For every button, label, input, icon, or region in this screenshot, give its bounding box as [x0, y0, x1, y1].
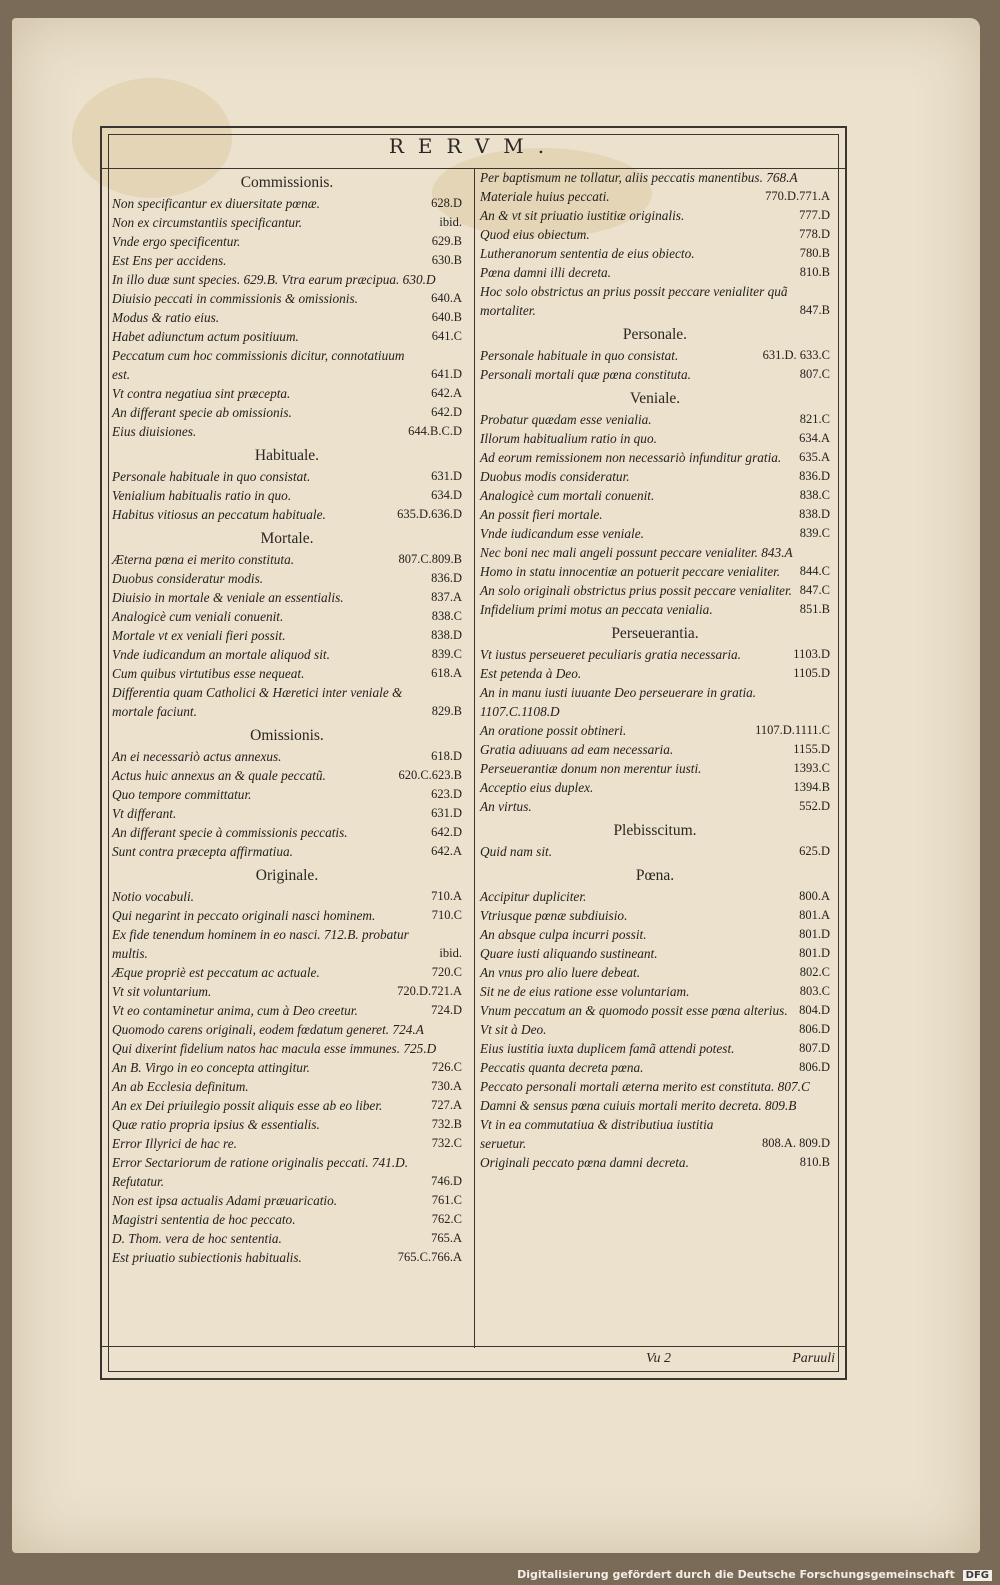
entry-text: Eius iustitia iuxta duplicem famã attendi potest.	[480, 1041, 735, 1056]
index-entry	[112, 1153, 462, 1191]
entry-text: Vtriusque pœnæ subdiuisio.	[480, 908, 628, 923]
signature-mark: Vu 2	[646, 1351, 672, 1366]
index-entry	[112, 664, 462, 683]
entry-text: An differant specie ab omissionis.	[112, 405, 292, 420]
entry-text: An ab Ecclesia definitum.	[112, 1079, 249, 1094]
index-entry	[112, 505, 462, 524]
index-entry	[480, 944, 830, 963]
entry-text: Est Ens per accidens.	[112, 253, 227, 268]
entry-reference: 839.C	[431, 647, 462, 661]
entry-reference: 720.C	[431, 965, 462, 979]
entry-reference: 630.B	[431, 253, 462, 267]
index-entry	[480, 1115, 830, 1153]
index-entry	[480, 581, 830, 600]
entry-text: Homo in statu innocentiæ an potuerit peccare venialiter.	[480, 564, 781, 579]
section-heading: Personale.	[622, 326, 688, 343]
index-entry	[112, 213, 462, 232]
entry-text: Quæ ratio propria ipsius & essentialis.	[112, 1117, 320, 1132]
index-entry	[480, 797, 830, 816]
entry-reference: 732.C	[431, 1136, 462, 1150]
entry-text: Vt in ea commutatiua & distributiua iustitia seruetur.	[480, 1117, 714, 1151]
entry-reference: 644.B.C.D	[408, 424, 462, 438]
entry-reference: 837.A	[431, 590, 462, 604]
entry-reference: 642.D	[431, 825, 462, 839]
entry-text: An ex Dei priuilegio possit aliquis esse ab eo liber.	[112, 1098, 383, 1113]
entry-reference: 618.D	[431, 749, 462, 763]
entry-reference: 634.A	[799, 431, 830, 445]
index-entry	[480, 887, 830, 906]
entry-text: Venialium habitualis ratio in quo.	[112, 488, 292, 503]
entry-text: Nec boni nec mali angeli possunt peccare venialiter. 843.A	[480, 545, 793, 560]
entry-reference: 807.C	[799, 367, 830, 381]
entry-text: Non specificantur ex diuersitate pœnæ.	[112, 196, 320, 211]
entry-text: D. Thom. vera de hoc sententia.	[112, 1231, 282, 1246]
index-entry	[480, 645, 830, 664]
entry-reference: 847.C	[799, 583, 830, 597]
index-entry	[112, 1229, 462, 1248]
entry-text: Quid nam sit.	[480, 844, 553, 859]
entry-reference: 642.A	[431, 844, 462, 858]
entry-text: Modus & ratio eius.	[112, 310, 220, 325]
section-heading: Originale.	[255, 867, 319, 884]
section-heading: Veniale.	[629, 390, 681, 407]
entry-text: Acceptio eius duplex.	[480, 780, 594, 795]
index-entry	[112, 467, 462, 486]
index-entry	[480, 1153, 830, 1172]
entry-text: Pœna damni illi decreta.	[480, 265, 611, 280]
entry-text: An differant specie à commissionis peccatis.	[112, 825, 348, 840]
index-entry	[480, 346, 830, 365]
entry-text: Ad eorum remissionem non necessariò infunditur gratia.	[480, 450, 782, 465]
entry-reference: 821.C	[799, 412, 830, 426]
entry-text: Vt differant.	[112, 806, 177, 821]
entry-text: Illorum habitualium ratio in quo.	[480, 431, 657, 446]
entry-text: Quare iusti aliquando sustineant.	[480, 946, 658, 961]
entry-text: Personali mortali quæ pœna constituta.	[480, 367, 691, 382]
entry-text: Infidelium primi motus an peccata venialia.	[480, 602, 713, 617]
index-entry	[480, 263, 830, 282]
entry-reference: 838.C	[431, 609, 462, 623]
index-entry	[480, 282, 830, 320]
entry-text: Quod eius obiectum.	[480, 227, 590, 242]
entry-text: An possit fieri mortale.	[480, 507, 603, 522]
entry-text: Personale habituale in quo consistat.	[112, 469, 311, 484]
index-entry	[112, 925, 462, 963]
index-entry	[112, 308, 462, 327]
entry-reference: 761.C	[431, 1193, 462, 1207]
entry-reference: 631.D. 633.C	[762, 348, 830, 362]
entry-text: Hoc solo obstrictus an prius possit peccare venialiter quã mortaliter.	[480, 284, 788, 318]
index-entry	[112, 1210, 462, 1229]
entry-text: Peccatum cum hoc commissionis dicitur, connotatiuum est.	[112, 348, 405, 382]
entry-reference: 808.A. 809.D	[761, 1136, 830, 1150]
entry-reference: 777.D	[799, 208, 830, 222]
entry-reference: 851.B	[799, 602, 830, 616]
entry-reference: 1155.D	[793, 742, 830, 756]
index-entry	[112, 766, 462, 785]
index-entry	[112, 804, 462, 823]
index-entry	[480, 365, 830, 384]
index-entry	[112, 422, 462, 441]
column-divider	[474, 168, 475, 1348]
page-footer	[102, 1346, 845, 1371]
index-entry	[480, 963, 830, 982]
index-entry	[480, 168, 830, 187]
entry-reference: 810.B	[799, 1155, 830, 1169]
entry-text: Analogicè cum mortali conuenit.	[480, 488, 655, 503]
entry-reference: 829.B	[431, 704, 462, 718]
entry-text: An & vt sit priuatio iustitiæ originalis.	[480, 208, 685, 223]
entry-reference: 625.D	[799, 844, 830, 858]
entry-text: Vt sit à Deo.	[480, 1022, 547, 1037]
index-entry	[480, 982, 830, 1001]
entry-text: Est priuatio subiectionis habitualis.	[112, 1250, 302, 1265]
entry-text: Vnde ergo specificentur.	[112, 234, 241, 249]
index-entry	[112, 626, 462, 645]
index-entry	[112, 194, 462, 213]
entry-text: Personale habituale in quo consistat.	[480, 348, 679, 363]
entry-reference: 801.D	[799, 927, 830, 941]
index-entry	[480, 1020, 830, 1039]
entry-reference: 807.D	[799, 1041, 830, 1055]
entry-reference: 762.C	[431, 1212, 462, 1226]
entry-text: Error Sectariorum de ratione originalis peccati. 741.D. Refutatur.	[112, 1155, 409, 1189]
index-entry	[112, 887, 462, 906]
entry-text: Duobus consideratur modis.	[112, 571, 264, 586]
index-entry	[112, 486, 462, 505]
section-heading: Pœna.	[635, 867, 675, 884]
entry-text: An B. Virgo in eo concepta attingitur.	[112, 1060, 310, 1075]
entry-text: Accipitur dupliciter.	[480, 889, 587, 904]
index-entry	[112, 346, 462, 384]
entry-reference: 838.C	[799, 488, 830, 502]
entry-reference: 770.D.771.A	[765, 189, 830, 203]
entry-reference: 778.D	[799, 227, 830, 241]
index-entry	[112, 1020, 462, 1039]
entry-reference: 640.B	[431, 310, 462, 324]
index-entry	[480, 244, 830, 263]
entry-text: Æterna pœna ei merito constituta.	[112, 552, 295, 567]
index-entry	[112, 982, 462, 1001]
index-entry	[480, 664, 830, 683]
text-frame	[100, 126, 847, 1380]
entry-reference: 847.B	[799, 303, 830, 317]
entry-text: Damni & sensus pœna cuiuis mortali merito decreta. 809.B	[480, 1098, 797, 1113]
entry-reference: 620.C.623.B	[398, 768, 462, 782]
entry-reference: 1394.B	[793, 780, 830, 794]
entry-text: Quomodo carens originali, eodem fœdatum generet. 724.A	[112, 1022, 424, 1037]
entry-reference: 806.D	[799, 1060, 830, 1074]
index-entry	[112, 823, 462, 842]
entry-reference: 746.D	[431, 1174, 462, 1188]
entry-text: Materiale huius peccati.	[480, 189, 610, 204]
index-entry	[480, 1077, 830, 1096]
entry-text: Probatur quædam esse venialia.	[480, 412, 652, 427]
entry-reference: 631.D	[431, 806, 462, 820]
index-entry	[480, 1096, 830, 1115]
index-entry	[480, 410, 830, 429]
entry-reference: 1107.D.1111.C	[755, 723, 830, 737]
entry-reference: 780.B	[799, 246, 830, 260]
entry-text: Originali peccato pœna damni decreta.	[480, 1155, 689, 1170]
entry-reference: 810.B	[799, 265, 830, 279]
entry-text: Sunt contra præcepta affirmatiua.	[112, 844, 293, 859]
index-entry	[112, 403, 462, 422]
index-entry	[480, 429, 830, 448]
entry-text: Vt iustus perseueret peculiaris gratia necessaria.	[480, 647, 741, 662]
entry-reference: 801.D	[799, 946, 830, 960]
entry-text: Non est ipsa actualis Adami præuaricatio.	[112, 1193, 338, 1208]
entry-reference: 730.A	[431, 1079, 462, 1093]
entry-text: Quo tempore committatur.	[112, 787, 252, 802]
entry-reference: 710.C	[431, 908, 462, 922]
entry-reference: 641.C	[431, 329, 462, 343]
index-entry	[480, 721, 830, 740]
index-entry	[480, 486, 830, 505]
index-entry	[112, 1191, 462, 1210]
entry-text: Diuisio peccati in commissionis & omissionis.	[112, 291, 358, 306]
entry-reference: 640.A	[431, 291, 462, 305]
entry-reference: 765.C.766.A	[397, 1250, 462, 1264]
entry-reference: 552.D	[799, 799, 830, 813]
right-column	[480, 168, 830, 1328]
index-entry	[112, 289, 462, 308]
entry-text: An absque culpa incurri possit.	[480, 927, 647, 942]
index-entry	[480, 1058, 830, 1077]
index-entry	[480, 206, 830, 225]
entry-reference: 803.C	[799, 984, 830, 998]
entry-text: Habitus vitiosus an peccatum habituale.	[112, 507, 326, 522]
index-entry	[112, 1248, 462, 1267]
index-entry	[112, 963, 462, 982]
index-entry	[112, 1039, 462, 1058]
entry-reference: 804.D	[799, 1003, 830, 1017]
entry-text: Vt eo contaminetur anima, cum à Deo creetur.	[112, 1003, 358, 1018]
entry-text: Vt sit voluntarium.	[112, 984, 212, 999]
catchword: Paruuli	[792, 1351, 835, 1366]
index-entry	[480, 906, 830, 925]
entry-reference: 727.A	[431, 1098, 462, 1112]
index-entry	[112, 384, 462, 403]
index-entry	[112, 1001, 462, 1020]
index-entry	[112, 1115, 462, 1134]
entry-text: An in manu iusti iuuante Deo perseuerare in gratia. 1107.C.1108.D	[480, 685, 757, 719]
section-heading: Mortale.	[260, 530, 314, 547]
entry-text: An oratione possit obtineri.	[480, 723, 627, 738]
index-entry	[112, 645, 462, 664]
entry-text: Peccato personali mortali æterna merito est constituta. 807.C	[480, 1079, 810, 1094]
index-entry	[480, 524, 830, 543]
entry-reference: 631.D	[431, 469, 462, 483]
entry-reference: 1103.D	[793, 647, 830, 661]
entry-reference: 839.C	[799, 526, 830, 540]
entry-text: Differentia quam Catholici & Hæretici inter veniale & mortale faciunt.	[112, 685, 403, 719]
index-entry	[480, 842, 830, 861]
entry-text: Mortale vt ex veniali fieri possit.	[112, 628, 286, 643]
entry-text: In illo duæ sunt species. 629.B. Vtra earum præcipua. 630.D	[112, 272, 436, 287]
index-entry	[480, 543, 830, 562]
index-entry	[112, 906, 462, 925]
entry-text: An virtus.	[480, 799, 532, 814]
index-entry	[480, 187, 830, 206]
index-entry	[112, 569, 462, 588]
entry-text: Analogicè cum veniali conuenit.	[112, 609, 284, 624]
entry-reference: 618.A	[431, 666, 462, 680]
index-entry	[480, 505, 830, 524]
entry-text: An vnus pro alio luere debeat.	[480, 965, 641, 980]
entry-reference: 807.C.809.B	[398, 552, 462, 566]
entry-reference: 628.D	[431, 196, 462, 210]
index-entry	[112, 747, 462, 766]
section-heading: Omissionis.	[250, 727, 324, 744]
entry-text: Diuisio in mortale & veniale an essentialis.	[112, 590, 344, 605]
index-entry	[112, 327, 462, 346]
index-entry	[112, 842, 462, 861]
entry-reference: 710.A	[431, 889, 462, 903]
entry-text: An solo originali obstrictus prius possit peccare venialiter.	[480, 583, 792, 598]
entry-text: Duobus modis consideratur.	[480, 469, 630, 484]
entry-text: Vnde iudicandum an mortale aliquod sit.	[112, 647, 330, 662]
entry-text: Gratia adiuuans ad eam necessaria.	[480, 742, 674, 757]
index-entry	[112, 1134, 462, 1153]
index-entry	[112, 1058, 462, 1077]
digitization-credit	[517, 1568, 992, 1581]
index-entry	[480, 1001, 830, 1020]
entry-reference: 1393.C	[793, 761, 830, 775]
entry-reference: 1105.D	[793, 666, 830, 680]
entry-reference: 801.A	[799, 908, 830, 922]
index-entry	[112, 785, 462, 804]
entry-text: Notio vocabuli.	[112, 889, 194, 904]
left-column	[112, 168, 462, 1328]
entry-text: Peccatis quanta decreta pœna.	[480, 1060, 644, 1075]
dfg-logo: DFG	[963, 1570, 992, 1581]
section-heading: Habituale.	[254, 447, 320, 464]
index-entry	[112, 1096, 462, 1115]
entry-text: Non ex circumstantiis specificantur.	[112, 215, 303, 230]
index-entry	[480, 448, 830, 467]
index-entry	[112, 232, 462, 251]
entry-reference: 838.D	[431, 628, 462, 642]
entry-reference: 806.D	[799, 1022, 830, 1036]
entry-text: Qui dixerint fidelium natos hac macula esse immunes. 725.D	[112, 1041, 437, 1056]
section-heading: Plebisscitum.	[613, 822, 697, 839]
entry-reference: 629.B	[431, 234, 462, 248]
index-entry	[480, 778, 830, 797]
section-heading: Commissionis.	[240, 174, 334, 191]
running-header: RERVM.	[388, 134, 559, 158]
index-entry	[112, 1077, 462, 1096]
entry-text: Habet adiunctum actum positiuum.	[112, 329, 299, 344]
entry-reference: 635.D.636.D	[397, 507, 462, 521]
entry-reference: 720.D.721.A	[397, 984, 462, 998]
entry-reference: 635.A	[799, 450, 830, 464]
entry-reference: 844.C	[799, 564, 830, 578]
entry-reference: 836.D	[431, 571, 462, 585]
entry-text: Error Illyrici de hac re.	[112, 1136, 237, 1151]
entry-text: Est petenda à Deo.	[480, 666, 582, 681]
index-entry	[480, 1039, 830, 1058]
index-entry	[480, 740, 830, 759]
credit-text: Digitalisierung gefördert durch die Deutsche Forschungsgemeinschaft	[517, 1568, 955, 1581]
entry-text: Eius diuisiones.	[112, 424, 197, 439]
entry-reference: 836.D	[799, 469, 830, 483]
section-heading: Perseuerantia.	[611, 625, 699, 642]
entry-text: Vnde iudicandum esse veniale.	[480, 526, 644, 541]
entry-reference: 641.D	[431, 367, 462, 381]
entry-text: Magistri sententia de hoc peccato.	[112, 1212, 296, 1227]
index-entry	[112, 251, 462, 270]
entry-text: Actus huic annexus an & quale peccatũ.	[112, 768, 326, 783]
entry-reference: 802.C	[799, 965, 830, 979]
index-entry	[112, 607, 462, 626]
index-entry	[480, 683, 830, 721]
book-page	[12, 18, 980, 1553]
entry-reference: 642.A	[431, 386, 462, 400]
entry-text: Vnum peccatum an & quomodo possit esse pœna alterius.	[480, 1003, 788, 1018]
entry-reference: 732.B	[431, 1117, 462, 1131]
index-entry	[112, 683, 462, 721]
index-entry	[480, 467, 830, 486]
entry-reference: 724.D	[431, 1003, 462, 1017]
index-entry	[480, 225, 830, 244]
entry-text: Ex fide tenendum hominem in eo nasci. 712.B. probatur multis.	[112, 927, 409, 961]
entry-reference: 623.D	[431, 787, 462, 801]
entry-reference: 838.D	[799, 507, 830, 521]
entry-reference: ibid.	[439, 946, 462, 960]
entry-text: Qui negarint in peccato originali nasci hominem.	[112, 908, 376, 923]
index-entry	[112, 588, 462, 607]
entry-reference: ibid.	[439, 215, 462, 229]
index-entry	[480, 600, 830, 619]
entry-text: Cum quibus virtutibus esse nequeat.	[112, 666, 305, 681]
entry-text: Perseuerantiæ donum non merentur iusti.	[480, 761, 702, 776]
entry-reference: 726.C	[431, 1060, 462, 1074]
index-entry	[112, 270, 462, 289]
entry-text: An ei necessariò actus annexus.	[112, 749, 282, 764]
entry-reference: 642.D	[431, 405, 462, 419]
entry-text: Sit ne de eius ratione esse voluntariam.	[480, 984, 690, 999]
index-entry	[480, 759, 830, 778]
index-entry	[480, 925, 830, 944]
index-entry	[480, 562, 830, 581]
entry-text: Vt contra negatiua sint præcepta.	[112, 386, 291, 401]
entry-reference: 765.A	[431, 1231, 462, 1245]
entry-reference: 634.D	[431, 488, 462, 502]
entry-text: Æque propriè est peccatum ac actuale.	[112, 965, 320, 980]
entry-text: Lutheranorum sententia de eius obiecto.	[480, 246, 695, 261]
entry-text: Per baptismum ne tollatur, aliis peccatis manentibus. 768.A	[480, 170, 798, 185]
entry-reference: 800.A	[799, 889, 830, 903]
index-entry	[112, 550, 462, 569]
